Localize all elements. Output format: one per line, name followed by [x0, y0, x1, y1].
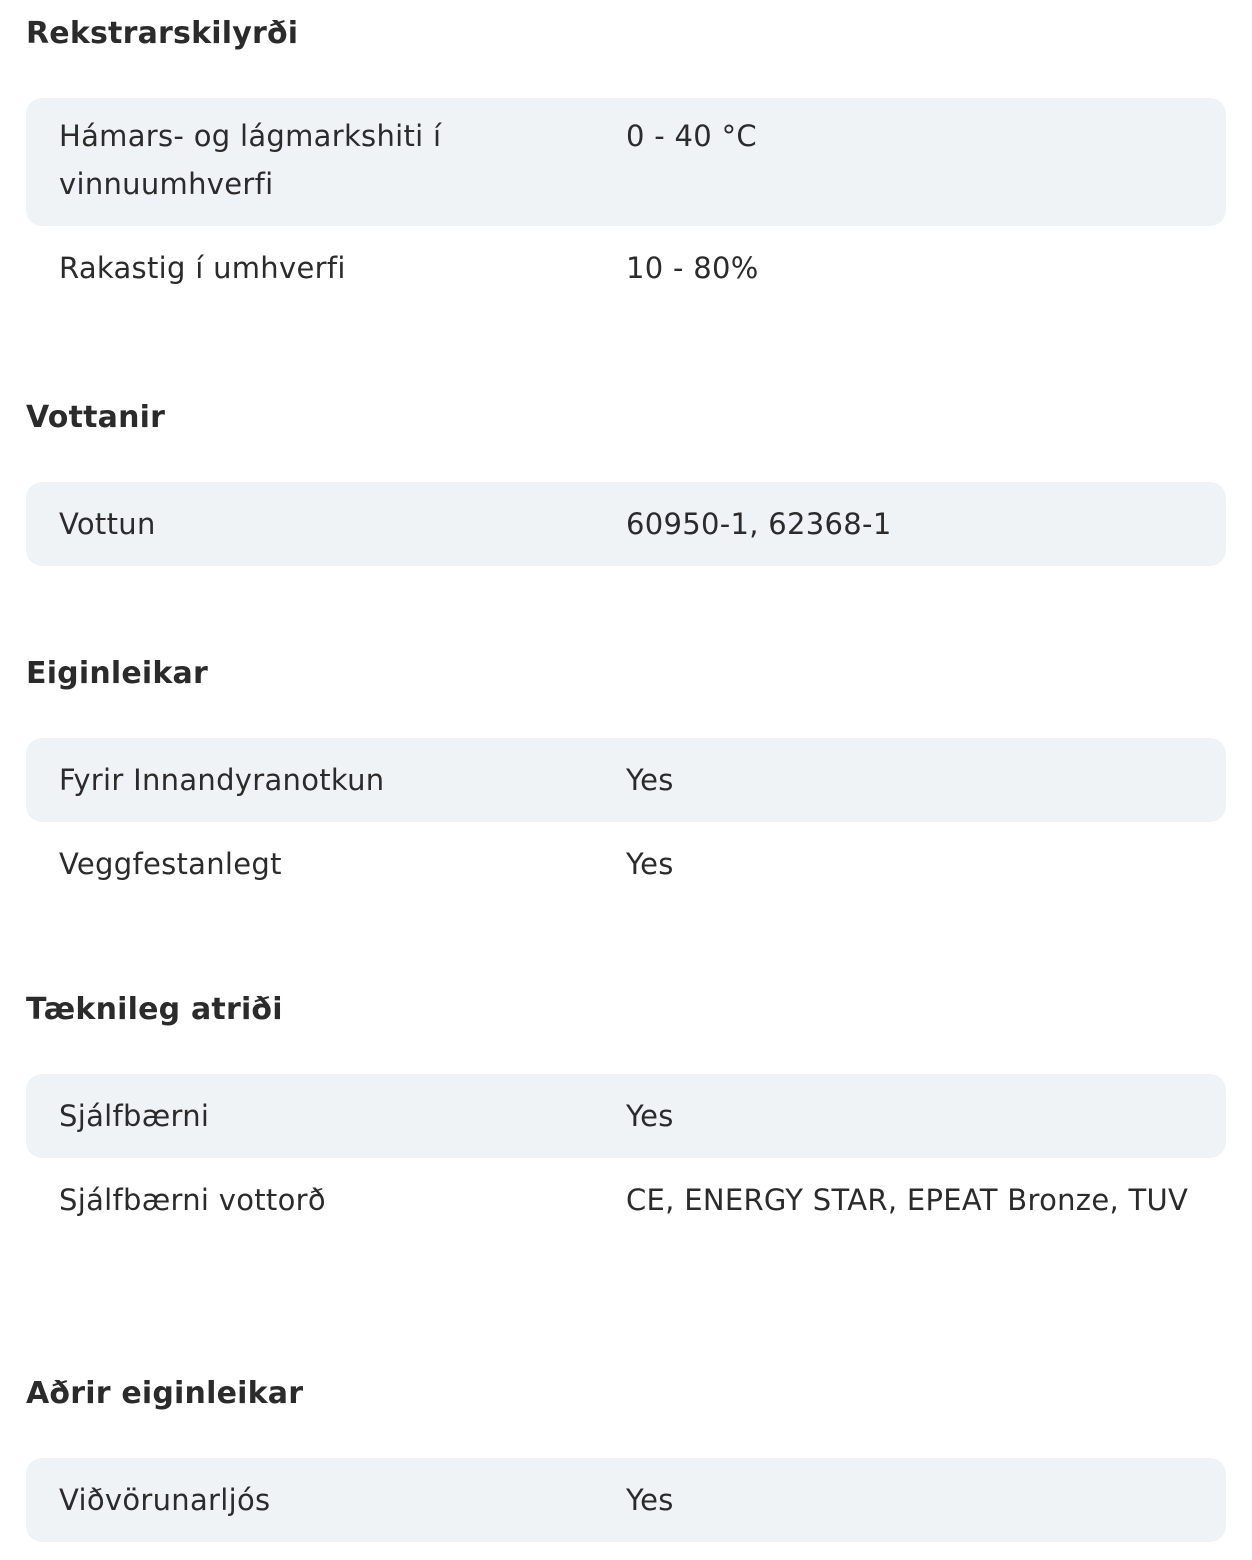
spec-row [26, 482, 1226, 566]
spec-list [26, 98, 1226, 310]
spec-list [26, 1074, 1226, 1242]
spec-row [26, 98, 1226, 226]
section-title: Eiginleikar [26, 656, 208, 691]
section-title: Rekstrarskilyrði [26, 16, 299, 51]
section-title: Vottanir [26, 400, 166, 435]
spec-label: Veggfestanlegt [59, 847, 282, 881]
section-other-features [26, 1376, 1226, 1542]
spec-row [26, 738, 1226, 822]
spec-label: Viðvörunarljós [59, 1483, 271, 1517]
spec-label: Rakastig í umhverfi [59, 251, 346, 285]
spec-value: 60950-1, 62368-1 [626, 507, 892, 541]
spec-list [26, 482, 1226, 566]
spec-row [26, 1458, 1226, 1542]
spec-label: Vottun [59, 507, 156, 541]
section-certifications [26, 400, 1226, 566]
spec-row [26, 1074, 1226, 1158]
spec-value: Yes [626, 1483, 674, 1517]
section-title: Aðrir eiginleikar [26, 1376, 304, 1411]
spec-label: Fyrir Innandyranotkun [59, 763, 385, 797]
spec-value: 0 - 40 °C [626, 119, 757, 153]
spec-row [26, 226, 1226, 310]
spec-label: Sjálfbærni vottorð [59, 1183, 326, 1217]
spec-value: Yes [626, 763, 674, 797]
spec-value: CE, ENERGY STAR, EPEAT Bronze, TUV [626, 1183, 1189, 1217]
spec-label: Hámars- og lágmarkshiti í vinnuumhverfi [59, 119, 442, 201]
section-title: Tæknileg atriði [26, 992, 283, 1027]
section-technical-details [26, 992, 1226, 1242]
spec-list [26, 1458, 1226, 1542]
spec-row [26, 822, 1226, 906]
spec-value: Yes [626, 847, 674, 881]
spec-value: 10 - 80% [626, 251, 759, 285]
spec-value: Yes [626, 1099, 674, 1133]
section-operating-conditions [26, 16, 1226, 310]
spec-label: Sjálfbærni [59, 1099, 210, 1133]
spec-row [26, 1158, 1226, 1242]
spec-list [26, 738, 1226, 906]
section-features [26, 656, 1226, 906]
